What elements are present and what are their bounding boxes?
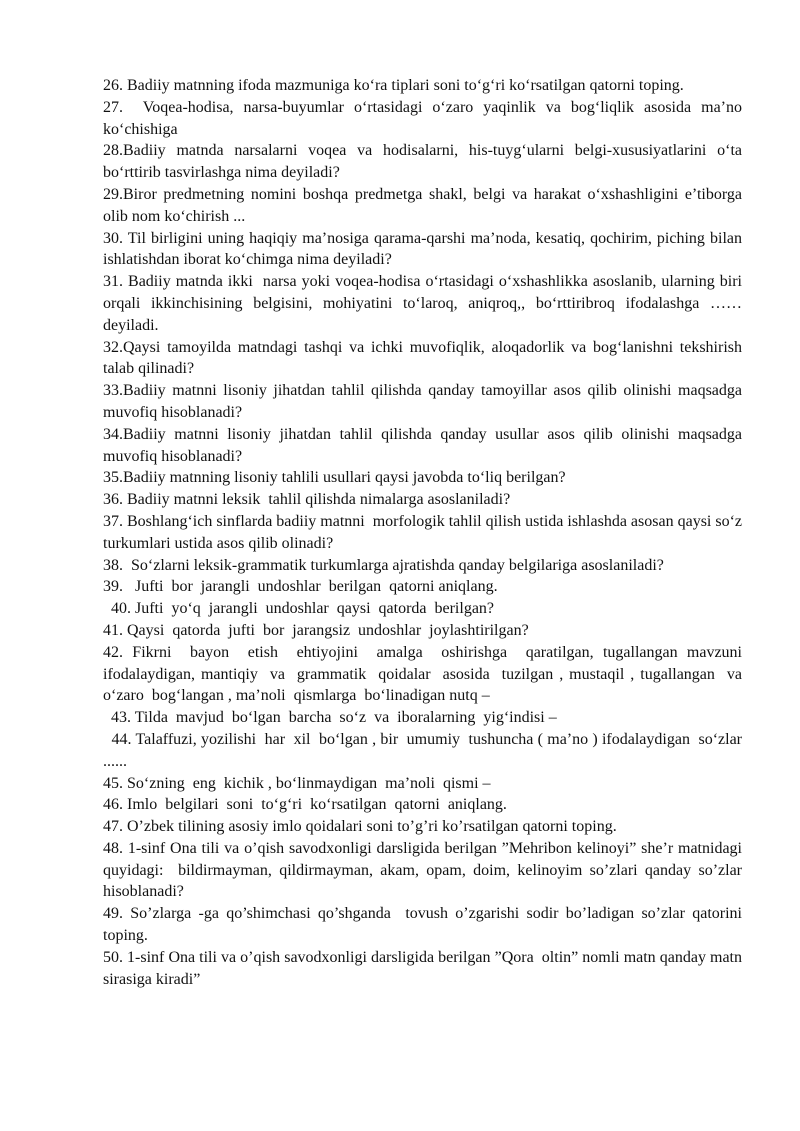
question-28: 28.Badiiy matnda narsalarni voqea va hodisalarni, his-tuyg‘ularni belgi-xususiyatlarini o‘ta bo‘rttirib tasvirlashga nima deyiladi? [103, 142, 746, 182]
question-30: 30. Til birligini uning haqiqiy ma’nosiga qarama-qarshi ma’noda, kesatiq, qochirim, piching bilan ishlatishdan iborat ko‘chimga nima deyiladi? [103, 229, 746, 269]
question-44: 44. Talaffuzi, yozilishi har xil bo‘lgan , bir umumiy tushuncha ( ma’no ) ifodalaydigan so‘zlar ...... [103, 730, 747, 770]
question-39: 39. Jufti bor jarangli undoshlar berilgan qatorni aniqlang. [103, 578, 498, 596]
question-42: 42. Fikrni bayon etish ehtiyojini amalga oshirishga qaratilgan, tugallangan mavzuni ifodalaydigan, mantiqiy va grammatik qoidalar asosida tuzilgan , mustaqil , tugallangan va o‘zaro bog‘langan , ma’noli qismlarga bo‘linadigan nutq – [103, 643, 750, 705]
question-29: 29.Biror predmetning nomini boshqa predmetga shakl, belgi va harakat o‘xshashligini e’tiborga olib nom ko‘chirish ... [103, 185, 746, 225]
question-27: 27. Voqea-hodisa, narsa-buyumlar o‘rtasidagi o‘zaro yaqinlik va bog‘liqlik asosida ma’no ko‘chishiga [103, 98, 746, 138]
question-45: 45. So‘zning eng kichik , bo‘linmaydigan ma’noli qismi – [103, 774, 491, 792]
question-48: 48. 1-sinf Ona tili va o’qish savodxonligi darsligida berilgan ”Mehribon kelinoyi” she’r matnidagi quyidagi: bildirmayman, qildirmayman, akam, opam, doim, kelinoyim so’zlari qanday so’zlar hisoblanadi? [103, 839, 746, 901]
question-26: 26. Badiiy matnning ifoda mazmuniga ko‘ra tiplari soni to‘g‘ri ko‘rsatilgan qatorni toping. [103, 77, 684, 94]
question-50: 50. 1-sinf Ona tili va o’qish savodxonligi darsligida berilgan ”Qora oltin” nomli matn qanday matn sirasiga kiradi” [103, 948, 746, 988]
question-37: 37. Boshlang‘ich sinflarda badiiy matnni morfologik tahlil qilish ustida ishlashda asosan qaysi so‘z turkumlari ustida asos qilib olinadi? [103, 512, 747, 552]
question-32: 32.Qaysi tamoyilda matndagi tashqi va ichki muvofiqlik, aloqadorlik va bog‘lanishni tekshirish talab qilinadi? [103, 338, 746, 378]
question-33: 33.Badiiy matnni lisoniy jihatdan tahlil qilishda qanday tamoyillar asos qilib olinishi maqsadga muvofiq hisoblanadi? [103, 382, 746, 421]
question-47: 47. O’zbek tilining asosiy imlo qoidalari soni to’g’ri ko’rsatilgan qatorni toping. [103, 818, 617, 836]
question-35: 35.Badiiy matnning lisoniy tahlili usullari qaysi javobda to‘liq berilgan? [103, 469, 566, 487]
question-46: 46. Imlo belgilari soni to‘g‘ri ko‘rsatilgan qatorni aniqlang. [103, 796, 507, 814]
question-43: 43. Tilda mavjud bo‘lgan barcha so‘z va iboralarning yig‘indisi – [103, 709, 557, 727]
question-49: 49. So’zlarga -ga qo’shimchasi qo’shganda tovush o’zgarishi sodir bo’ladigan so’zlar qatorini toping. [103, 905, 746, 945]
question-36: 36. Badiiy matnni leksik tahlil qilishda nimalarga asoslaniladi? [103, 491, 511, 509]
question-40: 40. Jufti yo‘q jarangli undoshlar qaysi qatorda berilgan? [103, 600, 495, 618]
question-31: 31. Badiiy matnda ikki narsa yoki voqea-hodisa o‘rtasidagi o‘xshashlikka asoslanib, ularning biri orqali ikkinchisining belgisini, mohiyatini to‘laroq, aniqroq,, bo‘rttiribroq ifodalashga …… deyiladi. [103, 273, 746, 334]
question-41: 41. Qaysi qatorda jufti bor jarangsiz undoshlar joylashtirilgan? [103, 621, 529, 639]
question-38: 38. So‘zlarni leksik-grammatik turkumlarga ajratishda qanday belgilariga asoslaniladi? [103, 556, 664, 574]
question-34: 34.Badiiy matnni lisoniy jihatdan tahlil qilishda qanday usullar asos qilib olinishi maqsadga muvofiq hisoblanadi? [103, 425, 746, 465]
